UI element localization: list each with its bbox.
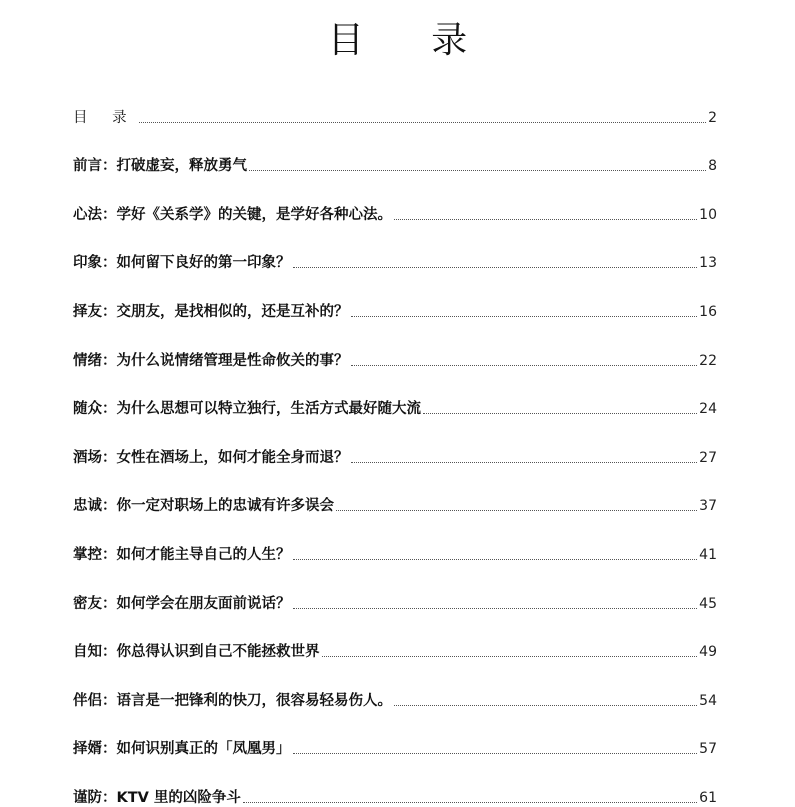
toc-entry-title: 随众：为什么思想可以特立独行，生活方式最好随大流 xyxy=(73,401,421,418)
toc-entry-title: 酒场：女性在酒场上，如何才能全身而退？ xyxy=(73,449,349,466)
toc-page-number: 8 xyxy=(708,158,717,175)
table-of-contents xyxy=(73,78,717,807)
toc-entry-title: 情绪：为什么说情绪管理是性命攸关的事？ xyxy=(73,352,349,369)
toc-entry-impression[interactable] xyxy=(73,224,717,273)
toc-entry-drinking[interactable] xyxy=(73,418,717,467)
toc-entry-self-knowledge[interactable] xyxy=(73,613,717,662)
toc-entry-title: 伴侣：语言是一把锋利的快刀，很容易轻易伤人。 xyxy=(73,692,392,709)
toc-page-number: 54 xyxy=(699,692,717,709)
toc-page-number: 13 xyxy=(699,255,717,272)
toc-entry-title: 心法：学好《关系学》的关键，是学好各种心法。 xyxy=(73,206,392,223)
dot-leader xyxy=(243,801,697,803)
toc-page-number: 2 xyxy=(708,109,717,126)
toc-page-number: 10 xyxy=(699,206,717,223)
dot-leader xyxy=(423,412,697,414)
toc-entry-title: 谨防：KTV 里的凶险争斗 xyxy=(73,789,241,806)
toc-entry-partner[interactable] xyxy=(73,661,717,710)
dot-leader xyxy=(293,558,698,560)
toc-page-number: 24 xyxy=(699,401,717,418)
toc-page-number: 41 xyxy=(699,546,717,563)
dot-leader xyxy=(394,704,697,706)
toc-entry-close-friends[interactable] xyxy=(73,564,717,613)
toc-entry-title: 掌控：如何才能主导自己的人生？ xyxy=(73,546,291,563)
toc-entry-title: 密友：如何学会在朋友面前说话？ xyxy=(73,595,291,612)
toc-page-number: 57 xyxy=(699,741,717,758)
toc-page-number: 22 xyxy=(699,352,717,369)
page-title: 目 录 xyxy=(327,20,496,61)
toc-entry-title: 自知：你总得认识到自己不能拯救世界 xyxy=(73,644,320,661)
dot-leader xyxy=(351,315,698,317)
dot-leader xyxy=(351,461,698,463)
toc-entry-following-crowd[interactable] xyxy=(73,370,717,419)
toc-entry-title: 择友：交朋友，是找相似的，还是互补的？ xyxy=(73,303,349,320)
toc-entry-preface[interactable] xyxy=(73,127,717,176)
toc-page-number: 27 xyxy=(699,449,717,466)
toc-entry-mindset[interactable] xyxy=(73,175,717,224)
dot-leader xyxy=(293,607,698,609)
toc-page-number: 49 xyxy=(699,644,717,661)
dot-leader xyxy=(293,266,698,268)
toc-entry-choosing-friends[interactable] xyxy=(73,272,717,321)
toc-entry-contents[interactable] xyxy=(73,78,717,127)
toc-entry-title: 择婿：如何识别真正的「凤凰男」 xyxy=(73,741,291,758)
toc-entry-emotions[interactable] xyxy=(73,321,717,370)
toc-entry-loyalty[interactable] xyxy=(73,467,717,516)
toc-page-number: 61 xyxy=(699,789,717,806)
toc-entry-title: 前言：打破虚妄，释放勇气 xyxy=(73,158,247,175)
toc-page-number: 16 xyxy=(699,303,717,320)
dot-leader xyxy=(293,752,698,754)
toc-entry-control[interactable] xyxy=(73,515,717,564)
toc-entry-choosing-husband[interactable] xyxy=(73,710,717,759)
dot-leader xyxy=(322,655,698,657)
dot-leader xyxy=(139,121,706,123)
toc-page-number: 45 xyxy=(699,595,717,612)
dot-leader xyxy=(351,364,698,366)
dot-leader xyxy=(249,169,706,171)
toc-entry-title: 忠诚：你一定对职场上的忠诚有许多误会 xyxy=(73,498,334,515)
dot-leader xyxy=(394,218,697,220)
toc-entry-title: 目 录 xyxy=(73,109,137,126)
toc-page-number: 37 xyxy=(699,498,717,515)
dot-leader xyxy=(336,509,697,511)
toc-entry-title: 印象：如何留下良好的第一印象？ xyxy=(73,255,291,272)
